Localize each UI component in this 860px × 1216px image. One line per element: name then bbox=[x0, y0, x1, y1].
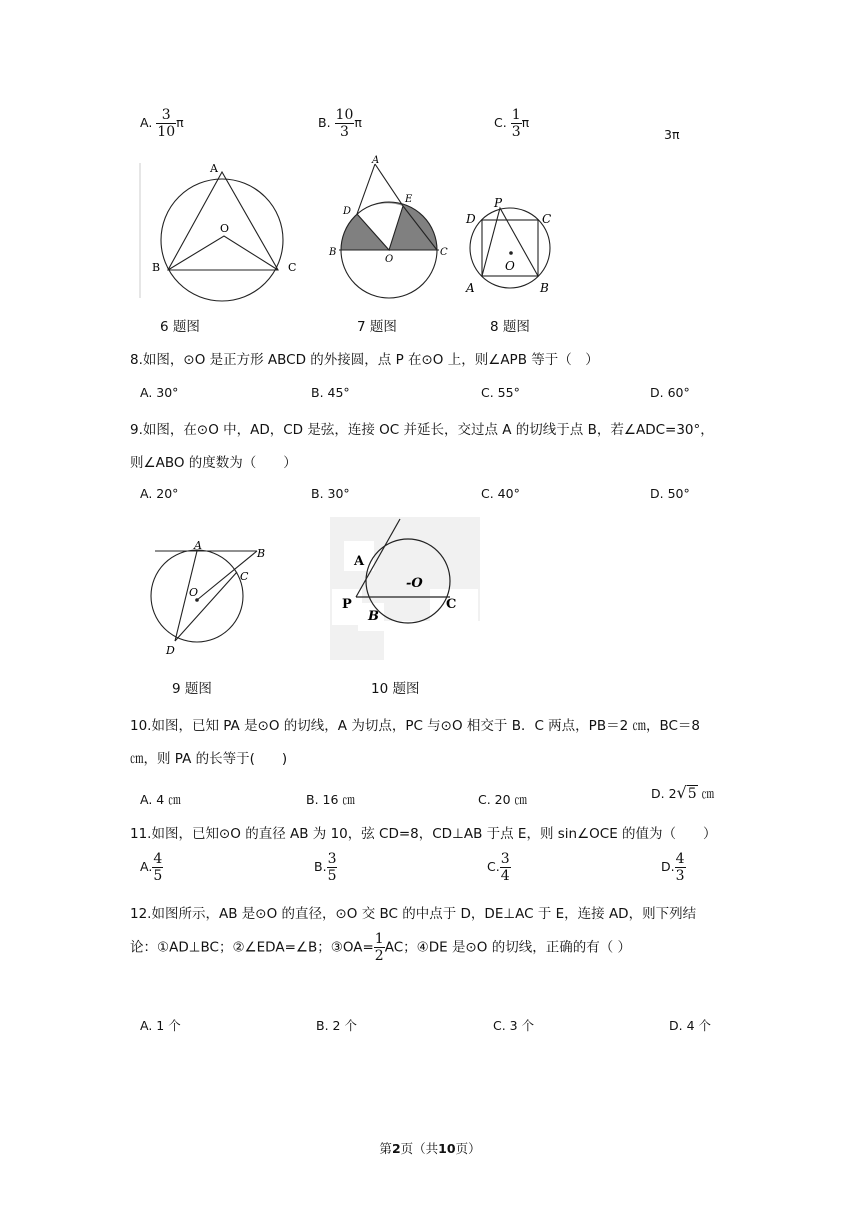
fig8-caption: 8 题图 bbox=[490, 319, 530, 335]
q9-option-c: C. 40° bbox=[481, 486, 520, 501]
fig8-label-a: A bbox=[466, 281, 475, 295]
fig9-label-b: B bbox=[257, 547, 266, 560]
figure-8 bbox=[462, 194, 562, 298]
q12-option-d: D. 4 个 bbox=[669, 1018, 711, 1033]
fig10-label-a: A bbox=[354, 554, 365, 569]
q10-line-1: 10.如图，已知 PA 是⊙O 的切线，A 为切点，PC 与⊙O 相交于 B．C 两点，PB＝2 ㎝，BC＝8 bbox=[130, 718, 700, 734]
fig9-label-o: O bbox=[189, 586, 199, 599]
fig8-label-p: P bbox=[494, 196, 503, 210]
fig6-label-c: C bbox=[288, 261, 297, 274]
q8-option-d: D. 60° bbox=[650, 385, 690, 400]
q9-option-b: B. 30° bbox=[311, 486, 350, 501]
fig9-label-c: C bbox=[240, 570, 249, 583]
fig7-label-e: E bbox=[405, 194, 413, 205]
fig8-label-c: C bbox=[542, 212, 552, 226]
fig6-label-a: A bbox=[210, 162, 218, 175]
fig9-label-a: A bbox=[194, 539, 202, 552]
q7-option-d: 3π bbox=[664, 127, 680, 142]
q9-option-a: A. 20° bbox=[140, 486, 179, 501]
q7-option-a: A. $\frac{3}{10}$ π bbox=[140, 107, 184, 140]
fig10-caption: 10 题图 bbox=[371, 681, 420, 697]
q12-line-2: 论：①AD⊥BC；②∠EDA=∠B；③OA= $\frac{1}{2}$ AC；④DE 是⊙O 的切线，正确的有（ ） bbox=[130, 931, 631, 964]
q10-line-2: ㎝，则 PA 的长等于( ) bbox=[130, 751, 288, 767]
q9-line-2: 则∠ABO 的度数为（ ） bbox=[130, 455, 297, 471]
fig6-label-b: B bbox=[152, 261, 161, 274]
q11-option-c: C. $\frac{3}{4}$ bbox=[487, 851, 510, 884]
q9-line-1: 9.如图，在⊙O 中，AD，CD 是弦，连接 OC 并延长，交过点 A 的切线于点 B，若∠ADC=30°， bbox=[130, 422, 714, 438]
fig7-label-a: A bbox=[372, 155, 380, 166]
fig7-label-o: O bbox=[385, 254, 394, 265]
fig7-caption: 7 题图 bbox=[357, 319, 397, 335]
q7-option-c: C. $\frac{1}{3}$ π bbox=[494, 107, 530, 140]
q12-option-a: A. 1 个 bbox=[140, 1018, 181, 1033]
fig9-caption: 9 题图 bbox=[172, 681, 212, 697]
q11-option-a: A. $\frac{4}{5}$ bbox=[140, 851, 163, 884]
fig7-label-b: B bbox=[329, 247, 337, 258]
fig7-label-d: D bbox=[343, 206, 352, 217]
q12-option-c: C. 3 个 bbox=[493, 1018, 535, 1033]
fig8-label-b: B bbox=[540, 281, 549, 295]
q7-option-b: B. $\frac{10}{3}$ π bbox=[318, 107, 362, 140]
figure-9 bbox=[145, 538, 275, 660]
fig9-label-d: D bbox=[166, 644, 175, 657]
fig10-label-p: P bbox=[342, 597, 352, 612]
fig6-label-o: O bbox=[220, 222, 230, 235]
fig7-label-c: C bbox=[440, 247, 448, 258]
fig10-label-c: C bbox=[446, 597, 457, 612]
figure-7 bbox=[325, 152, 455, 304]
fig10-label-b: B bbox=[368, 609, 379, 624]
fig8-label-o: O bbox=[505, 259, 515, 273]
q8-option-b: B. 45° bbox=[311, 385, 350, 400]
q11-text: 11.如图，已知⊙O 的直径 AB 为 10，弦 CD=8，CD⊥AB 于点 E，则 sin∠OCE 的值为（ ） bbox=[130, 826, 717, 842]
figure-10 bbox=[330, 517, 480, 660]
q12-option-b: B. 2 个 bbox=[316, 1018, 357, 1033]
q11-option-d: D. $\frac{4}{3}$ bbox=[661, 851, 685, 884]
q10-option-a: A. 4 ㎝ bbox=[140, 792, 181, 807]
q12-line-1: 12.如图所示，AB 是⊙O 的直径，⊙O 交 BC 的中点于 D，DE⊥AC 于 E，连接 AD，则下列结 bbox=[130, 906, 697, 922]
q10-option-d: D. 2√5 ㎝ bbox=[651, 783, 715, 802]
figure-6 bbox=[138, 158, 298, 303]
fig10-label-o: -O bbox=[406, 576, 423, 591]
q10-option-b: B. 16 ㎝ bbox=[306, 792, 355, 807]
q9-option-d: D. 50° bbox=[650, 486, 690, 501]
fig6-caption: 6 题图 bbox=[160, 319, 200, 335]
q8-text: 8.如图，⊙O 是正方形 ABCD 的外接圆，点 P 在⊙O 上，则∠APB 等于（ ） bbox=[130, 352, 599, 368]
q8-option-c: C. 55° bbox=[481, 385, 520, 400]
page-footer: 第2页（共10页） bbox=[379, 1141, 481, 1156]
q11-option-b: B. $\frac{3}{5}$ bbox=[314, 851, 337, 884]
q8-option-a: A. 30° bbox=[140, 385, 179, 400]
fig8-label-d: D bbox=[466, 212, 476, 226]
q10-option-c: C. 20 ㎝ bbox=[478, 792, 528, 807]
